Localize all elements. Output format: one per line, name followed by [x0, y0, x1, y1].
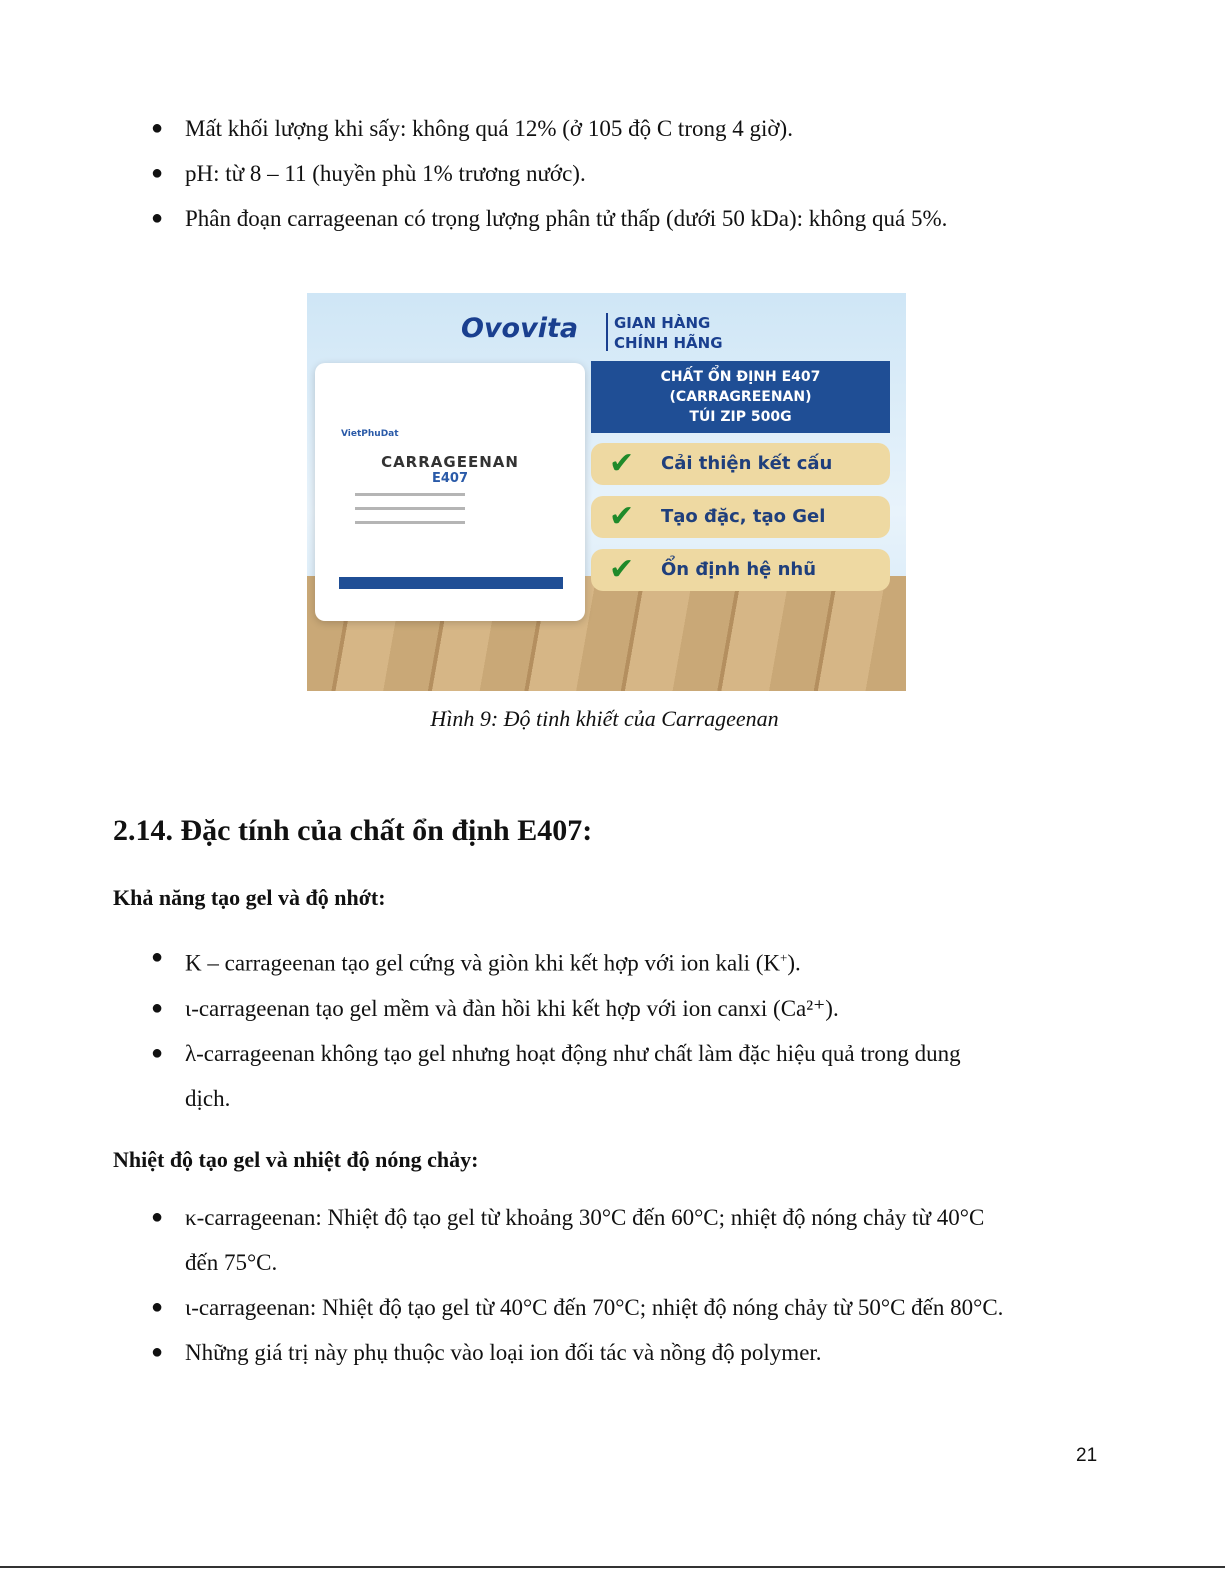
list-item: ● K – carrageenan tạo gel cứng và giòn khi kết hợp với ion kali (K+). [113, 935, 1113, 986]
product-title-box: CHẤT ỔN ĐỊNH E407 (CARRAGREENAN) TÚI ZIP 500G [591, 361, 890, 433]
bullet-icon: ● [151, 1296, 164, 1318]
official-store-label: GIAN HÀNG CHÍNH HÃNG [614, 314, 723, 352]
logo-divider [606, 313, 608, 351]
list-item: ● Phân đoạn carrageenan có trọng lượng phân tử thấp (dưới 50 kDa): không quá 5%. [113, 196, 1113, 241]
list-item: ● κ-carrageenan: Nhiệt độ tạo gel từ khoảng 30°C đến 60°C; nhiệt độ nóng chảy từ 40°C [113, 1195, 1113, 1240]
package-brand: VietPhuDat [341, 429, 399, 439]
section-title: 2.14. Đặc tính của chất ổn định E407: [113, 814, 593, 847]
figure-caption: Hình 9: Độ tinh khiết của Carrageenan [430, 706, 779, 731]
package-name: CARRAGEENAN [381, 453, 519, 471]
feature-pill: ✔ Tạo đặc, tạo Gel [591, 496, 890, 538]
package-small-print [355, 493, 465, 535]
check-icon: ✔ [609, 499, 635, 534]
list-item-continuation: dịch. [185, 1085, 231, 1111]
list-item: ● ι-carrageenan tạo gel mềm và đàn hồi khi kết hợp với ion canxi (Ca²⁺). [113, 986, 1113, 1031]
product-figure [307, 293, 906, 691]
feature-pill: ✔ Cải thiện kết cấu [591, 443, 890, 485]
list-item: ● Những giá trị này phụ thuộc vào loại ion đối tác và nồng độ polymer. [113, 1330, 1113, 1375]
subsection-title: Nhiệt độ tạo gel và nhiệt độ nóng chảy: [113, 1147, 479, 1172]
bullet-icon: ● [151, 207, 164, 229]
footer-rule [0, 1566, 1225, 1568]
list-item-continuation: đến 75°C. [185, 1250, 278, 1275]
check-icon: ✔ [609, 446, 635, 481]
product-package [315, 363, 585, 621]
bullet-icon: ● [151, 1041, 164, 1064]
subsection-title: Khả năng tạo gel và độ nhớt: [113, 885, 386, 910]
page-number: 21 [1076, 1445, 1098, 1466]
bullet-icon: ● [151, 946, 164, 968]
list-item: ● λ-carrageenan không tạo gel nhưng hoạt động như chất làm đặc hiệu quả trong dung [113, 1031, 1113, 1076]
bullet-icon: ● [151, 1341, 164, 1363]
list-item: ● Mất khối lượng khi sấy: không quá 12% (ở 105 độ C trong 4 giờ). [113, 106, 1113, 151]
brand-logo: Ovovita [461, 313, 579, 344]
package-band [339, 577, 563, 589]
feature-pill: ✔ Ổn định hệ nhũ [591, 549, 890, 591]
check-icon: ✔ [609, 552, 635, 587]
package-code: E407 [431, 471, 469, 486]
bullet-icon: ● [151, 1206, 164, 1228]
list-item: ● pH: từ 8 – 11 (huyền phù 1% trương nước). [113, 151, 1113, 196]
temperature-list [113, 1195, 1113, 1375]
bullet-icon: ● [151, 996, 164, 1019]
gel-viscosity-list [113, 935, 1113, 1121]
list-item: ● ι-carrageenan: Nhiệt độ tạo gel từ 40°C đến 70°C; nhiệt độ nóng chảy từ 50°C đến 80°C. [113, 1285, 1113, 1330]
bullet-icon: ● [151, 162, 164, 184]
bullet-icon: ● [151, 117, 164, 139]
top-bullet-list [113, 106, 1113, 241]
